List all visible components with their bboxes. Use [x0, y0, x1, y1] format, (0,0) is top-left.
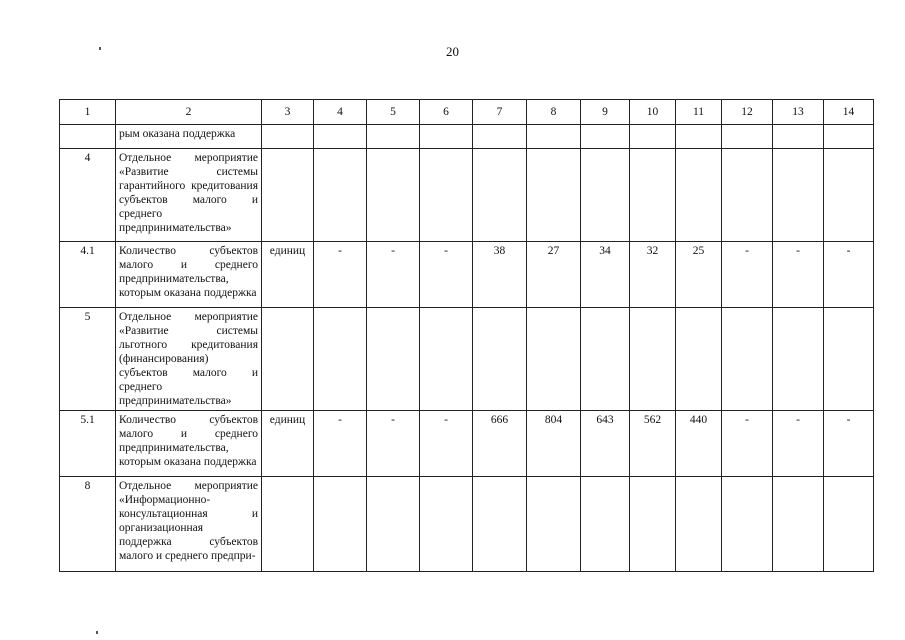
row-value-cell: -: [314, 411, 367, 477]
row-value-cell: [367, 149, 420, 242]
header-cell: 4: [314, 100, 367, 125]
row-value-cell: 440: [676, 411, 722, 477]
row-value-cell: [630, 308, 676, 411]
row-value-cell: [527, 308, 581, 411]
row-unit-cell: [262, 308, 314, 411]
row-value-cell: [473, 477, 527, 572]
row-value-cell: [676, 125, 722, 149]
row-description-cell: Количество субъектов малого и среднего предпринимательства, которым оказана поддержка: [116, 242, 262, 308]
row-value-cell: [773, 477, 824, 572]
row-description-cell: Количество субъектов малого и среднего предпринимательства, которым оказана поддержка: [116, 411, 262, 477]
row-value-cell: -: [420, 411, 473, 477]
scan-speck: [99, 47, 101, 50]
row-value-cell: -: [722, 242, 773, 308]
row-value-cell: [420, 125, 473, 149]
row-value-cell: 25: [676, 242, 722, 308]
row-number-cell: 4.1: [60, 242, 116, 308]
row-value-cell: -: [773, 242, 824, 308]
row-value-cell: [773, 125, 824, 149]
row-value-cell: [367, 477, 420, 572]
row-value-cell: -: [367, 242, 420, 308]
row-value-cell: [527, 125, 581, 149]
row-value-cell: [367, 125, 420, 149]
row-value-cell: [527, 477, 581, 572]
row-value-cell: -: [824, 411, 874, 477]
row-value-cell: [420, 149, 473, 242]
row-value-cell: [676, 308, 722, 411]
page-number: 20: [446, 44, 459, 59]
row-value-cell: [824, 125, 874, 149]
row-value-cell: [581, 125, 630, 149]
row-value-cell: 34: [581, 242, 630, 308]
row-description-cell: рым оказана поддержка: [116, 125, 262, 149]
scan-speck: [96, 631, 98, 634]
header-cell: 9: [581, 100, 630, 125]
indicators-table: [59, 99, 874, 572]
header-cell: 10: [630, 100, 676, 125]
row-value-cell: [722, 308, 773, 411]
row-number-cell: 8: [60, 477, 116, 572]
row-value-cell: [581, 149, 630, 242]
row-value-cell: [314, 149, 367, 242]
row-value-cell: [420, 308, 473, 411]
row-value-cell: [581, 477, 630, 572]
header-cell: 1: [60, 100, 116, 125]
header-cell: 5: [367, 100, 420, 125]
header-cell: 2: [116, 100, 262, 125]
row-value-cell: [676, 477, 722, 572]
row-unit-cell: единиц: [262, 411, 314, 477]
row-unit-cell: [262, 149, 314, 242]
row-unit-cell: [262, 477, 314, 572]
row-value-cell: [722, 477, 773, 572]
row-number-cell: 5: [60, 308, 116, 411]
row-value-cell: [581, 308, 630, 411]
row-value-cell: [630, 125, 676, 149]
table-row: [60, 149, 874, 242]
row-value-cell: [824, 149, 874, 242]
row-unit-cell: [262, 125, 314, 149]
row-value-cell: -: [824, 242, 874, 308]
row-value-cell: [314, 308, 367, 411]
row-value-cell: -: [773, 411, 824, 477]
table-row: [60, 411, 874, 477]
row-value-cell: [773, 308, 824, 411]
row-value-cell: 804: [527, 411, 581, 477]
row-value-cell: 562: [630, 411, 676, 477]
row-value-cell: [773, 149, 824, 242]
row-value-cell: 32: [630, 242, 676, 308]
row-value-cell: [420, 477, 473, 572]
row-value-cell: [473, 125, 527, 149]
table-row: [60, 477, 874, 572]
row-value-cell: [824, 308, 874, 411]
header-cell: 8: [527, 100, 581, 125]
row-value-cell: [473, 149, 527, 242]
row-value-cell: -: [314, 242, 367, 308]
row-number-cell: 5.1: [60, 411, 116, 477]
row-number-cell: [60, 125, 116, 149]
row-value-cell: -: [367, 411, 420, 477]
row-value-cell: -: [420, 242, 473, 308]
row-value-cell: [314, 477, 367, 572]
header-cell: 14: [824, 100, 874, 125]
row-value-cell: [824, 477, 874, 572]
table-row: [60, 242, 874, 308]
row-value-cell: [314, 125, 367, 149]
row-value-cell: -: [722, 411, 773, 477]
row-value-cell: 666: [473, 411, 527, 477]
header-cell: 12: [722, 100, 773, 125]
row-number-cell: 4: [60, 149, 116, 242]
row-value-cell: 38: [473, 242, 527, 308]
row-value-cell: [367, 308, 420, 411]
row-value-cell: [473, 308, 527, 411]
row-value-cell: [722, 125, 773, 149]
header-cell: 6: [420, 100, 473, 125]
header-cell: 7: [473, 100, 527, 125]
row-value-cell: [527, 149, 581, 242]
table-header-row: [60, 100, 874, 125]
table-row: [60, 125, 874, 149]
row-value-cell: 643: [581, 411, 630, 477]
row-description-cell: Отдельное мероприятие «Развитие системы гарантийного кредитования субъектов малого и среднего предпринимательства»: [116, 149, 262, 242]
row-value-cell: [722, 149, 773, 242]
table-row: [60, 308, 874, 411]
row-value-cell: [630, 149, 676, 242]
row-value-cell: [676, 149, 722, 242]
header-cell: 11: [676, 100, 722, 125]
row-unit-cell: единиц: [262, 242, 314, 308]
header-cell: 13: [773, 100, 824, 125]
row-description-cell: Отдельное мероприятие «Развитие системы льготного кредитования (финансирования) субъектов малого и среднего предпринимательства»: [116, 308, 262, 411]
header-cell: 3: [262, 100, 314, 125]
row-value-cell: 27: [527, 242, 581, 308]
row-value-cell: [630, 477, 676, 572]
row-description-cell: Отдельное мероприятие «Информационно-консультационная и организационная поддержка субъектов малого и среднего предпри-: [116, 477, 262, 572]
